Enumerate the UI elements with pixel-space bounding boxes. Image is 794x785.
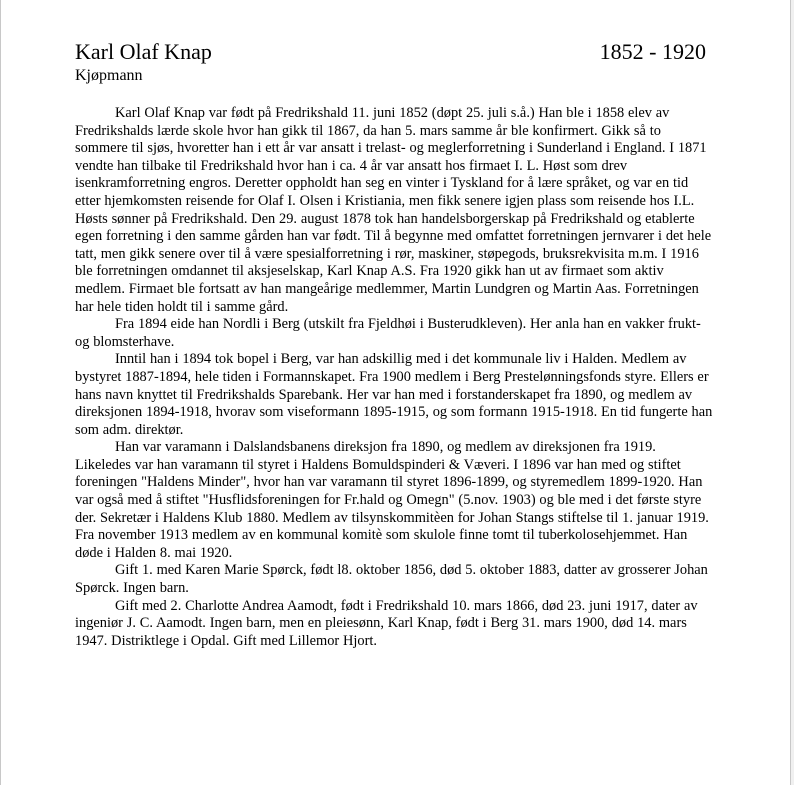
paragraph-first-marriage: Gift 1. med Karen Marie Spørck, født l8. oktober 1856, død 5. oktober 1883, datter av grosserer Johan Spørck. Ingen barn. xyxy=(75,562,708,597)
paragraph-municipal: Inntil han i 1894 tok bopel i Berg, var han adskillig med i det kommunale liv i Halden. Medlem av bystyret 1887-1894, hele tiden i Formannskapet. Fra 1900 medlem i Berg Prestelønningsfonds styre. Ellers er hans navn knyttet til Fredrikshalds Sparebank. Her var han med i forstanderskapet fra 1890, og medlem av direksjonen 1894-1918, hvorav som viseformann 1895-1915, og som formann 1915-1918. En tid fungerte han som adm. direktør. xyxy=(75,351,713,438)
paragraph-boards: Han var varamann i Dalslandsbanens direksjon fra 1890, og medlem av direksjonen fra 1919. Likeledes var han varamann til styret i Haldens Bomuldspinderi & Væveri. I 1896 var han med og stiftet foreningen "Haldens Minder", hvor han var varamann til styret 1896-1899, og styremedlem 1899-1920. Han var også med å stiftet "Husflidsforeningen for Fr.hald og Omegn" (5.nov. 1903) og ble med i det første styre der. Sekretær i Haldens Klub 1880. Medlem av tilsynskommitèen for Johan Stangs stiftelse til 1. januar 1919. Fra november 1913 medlem av en kommunal komitè som skulole finne tomt til tuberkolosehjemmet. Han døde i Halden 8. mai 1920. xyxy=(75,439,709,561)
person-name: Karl Olaf Knap xyxy=(75,39,212,64)
paragraph-property: Fra 1894 eide han Nordli i Berg (utskilt fra Fjeldhøi i Busterudkleven). Her anla han en vakker frukt- og blomsterhave. xyxy=(75,316,701,350)
biography-body xyxy=(75,105,715,650)
document-header xyxy=(75,38,708,68)
occupation: Kjøpmann xyxy=(75,67,143,84)
paragraph-career: Karl Olaf Knap var født på Fredrikshald 11. juni 1852 (døpt 25. juli s.å.) Han ble i 1858 elev av Fredrikshalds lærde skole hvor han gikk til 1867, da han 5. mars samme år ble konfirmert. Gikk så to sommere til sjøs, hvoretter han i ett år var ansatt i trelast- og meglerforretning i Sunderland i England. I 1871 vendte han tilbake til Fredrikshald hvor han i ca. 4 år var ansatt hos firmaet I. L. Høst som drev isenkramforretning engros. Deretter oppholdt han seg en vinter i Tyskland for å lære språket, og var en tid etter hjemkomsten reisende for Olaf I. Olsen i Kristiania, men fikk senere igjen plass som reisende hos I.L. Høsts sønner på Fredrikshald. Den 29. august 1878 tok han handelsborgerskap på Fredrikshald og etablerte egen forretning i den samme gården han var født. Til å begynne med omfattet forretningen jernvarer i det hele tatt, men gikk senere over til å være spesialforretning i rør, maskiner, støpegods, bruksrekvisita m.m. I 1916 ble forretningen omdannet til aksjeselskap, Karl Knap A.S. Fra 1920 gikk han ut av firmaet som aktiv medlem. Firmaet ble fortsatt av han mangeårige medlemmer, Martin Lundgren og Martin Aas. Forretningen har hele tiden holdt til i samme gård. xyxy=(75,105,712,315)
paragraph-second-marriage: Gift med 2. Charlotte Andrea Aamodt, født i Fredrikshald 10. mars 1866, død 23. juni 1917, dater av ingeniør J. C. Aamodt. Ingen barn, men en pleiesønn, Karl Knap, født i Berg 31. mars 1900, død 14. mars 1947. Distriktlege i Opdal. Gift med Lillemor Hjort. xyxy=(75,597,698,649)
life-years: 1852 - 1920 xyxy=(599,39,706,64)
